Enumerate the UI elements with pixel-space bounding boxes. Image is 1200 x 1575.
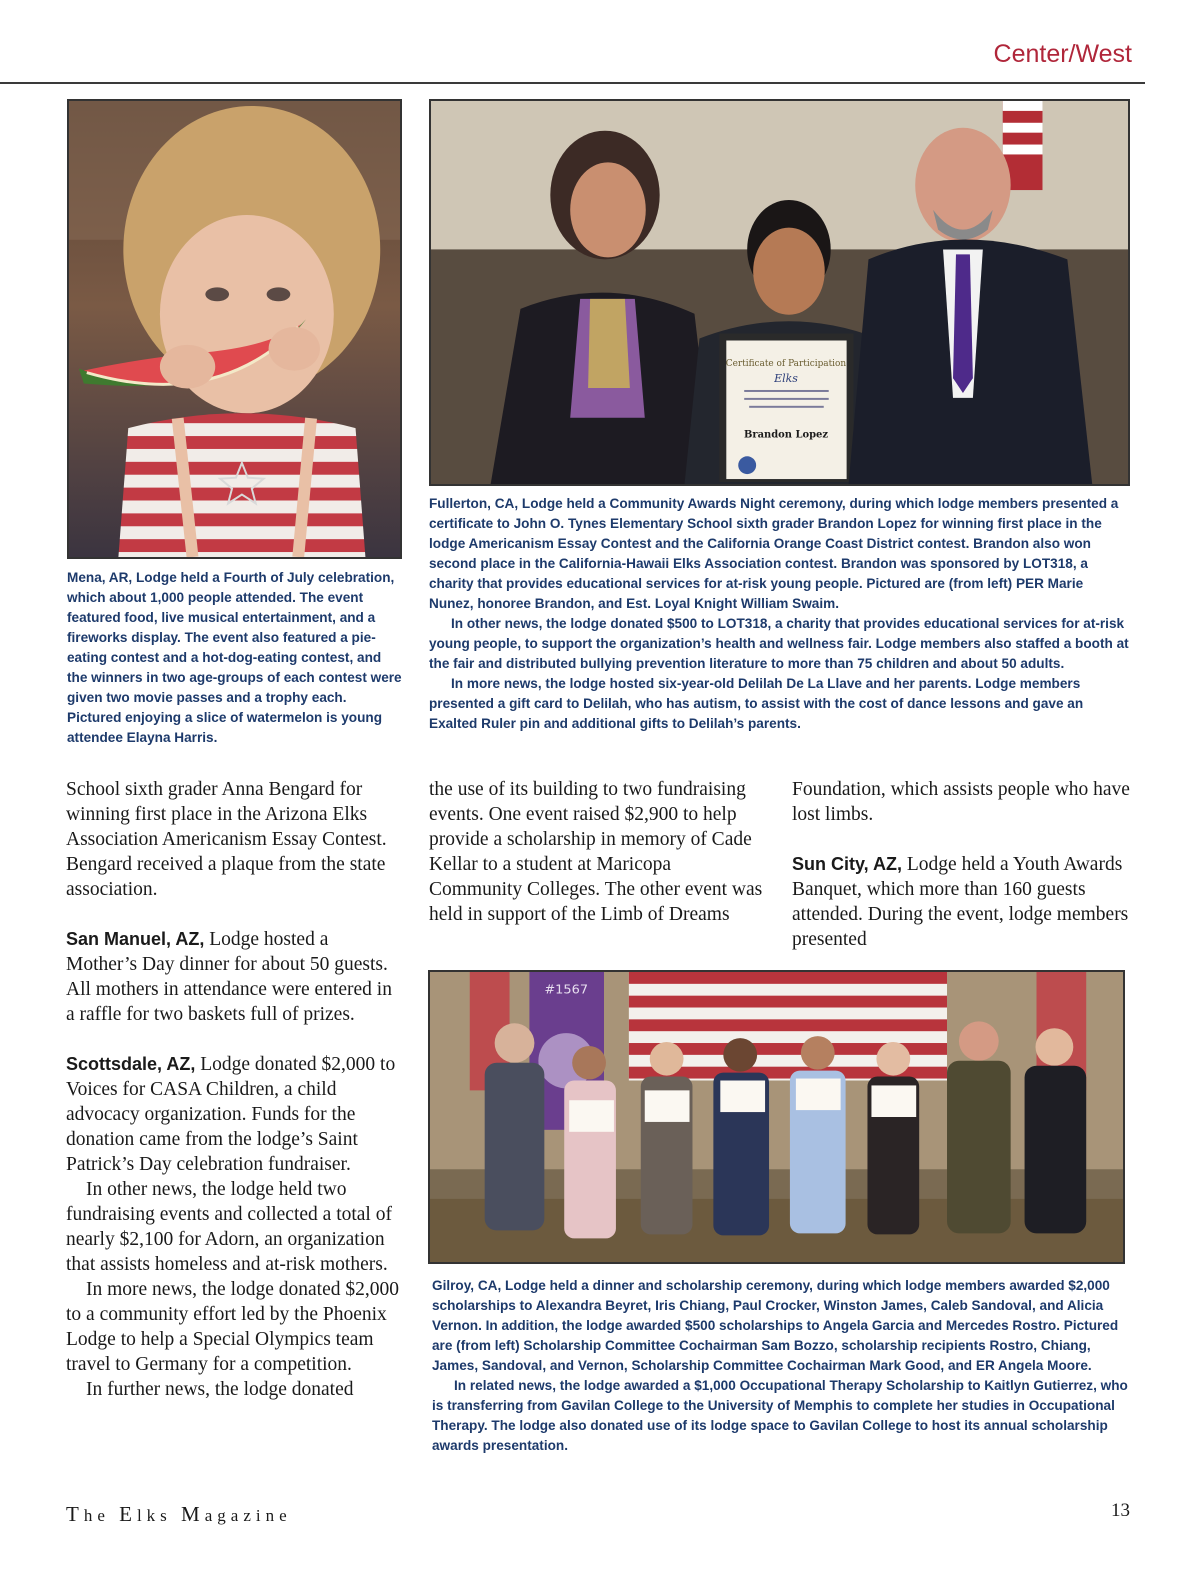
magazine-rest-2: lks [136,1506,182,1525]
magazine-title [66,1502,292,1527]
col1-intro: School sixth grader Anna Bengard for winning first place in the Arizona Elks Association Americanism Essay Contest. Bengard received a plaque from the state association. [66,779,387,900]
san-manuel-text: Lodge hosted a Mother’s Day dinner for about 50 guests. All mothers in attendance were entered in a raffle for two baskets full of prizes. [66,929,392,1025]
body-column-3 [792,777,1132,952]
certificate-name: Brandon Lopez [743,429,828,441]
certificate-title: Certificate of Participation [725,359,847,370]
gilroy-caption [432,1276,1129,1456]
magazine-initial-t: T [66,1502,84,1526]
magazine-initial-m: M [181,1502,205,1526]
body-column-2 [429,777,764,927]
fullerton-caption-lead: Fullerton, CA, [429,496,519,511]
mena-caption-text: Lodge held a Fourth of July celebration, which about 1,000 people attended. The event featured food, live musical entertainment, and a fireworks display. The event also featured a pie-eating contest and a hot-dog-eating contest, and the winners in two age-groups of each contest were given two movie passes and a trophy each. Pictured enjoying a slice of watermelon is young attendee Elayna Harris. [67,570,402,745]
fullerton-caption-p3: In more news, the lodge hosted six-year-old Delilah De La Llave and her parents. Lodge members presented a gift card to Delilah, who has autism, to assist with the cost of dance lessons and gave an Exalted Ruler pin and additional gifts to Delilah’s parents. [429,676,1084,731]
fullerton-caption-p2: In other news, the lodge donated $500 to LOT318, a charity that provides educational services for at-risk young people, to support the organization’s health and wellness fair. Lodge members also staffed a booth at the fair and distributed bullying prevention literature to more than 75 children and about 50 adults. [429,616,1129,671]
header-rule [0,82,1145,84]
certificate-org: Elks [774,372,798,386]
mena-photo [67,99,402,559]
gilroy-photo [428,970,1125,1264]
banner-text: #1567 [544,982,589,998]
col1-further-news: In further news, the lodge donated [86,1379,354,1400]
magazine-initial-e: E [119,1502,137,1526]
col2-text: the use of its building to two fundraising events. One event raised $2,900 to help provide a scholarship in memory of Cade Kellar to a student at Maricopa Community Colleges. The other event was held in support of the Limb of Dreams [429,779,763,925]
san-manuel-lead: San Manuel, AZ, [66,929,205,949]
mena-caption-lead: Mena, AR, [67,570,133,585]
col1-other-news: In other news, the lodge held two fundraising events and collected a total of nearly $2,100 for Adorn, an organization that assists homeless and at-risk mothers. [66,1179,392,1275]
magazine-rest-1: he [83,1506,120,1525]
fullerton-caption [429,494,1130,734]
gilroy-caption-p1: Lodge held a dinner and scholarship ceremony, during which lodge members awarded $2,000 scholarships to Alexandra Beyret, Iris Chiang, Paul Crocker, Winston James, Caleb Sandoval, and Alicia Vernon. In addition, the lodge awarded $500 scholarships to Angela Garcia and Mercedes Rostro. Pictured are (from left) Scholarship Committee Cochairman Sam Bozzo, scholarship recipients Rostro, Chiang, James, Sandoval, and Vernon, Scholarship Committee Cochairman Mark Good, and ER Angela Moore. [432,1278,1119,1373]
col3-intro: Foundation, which assists people who have lost limbs. [792,779,1130,825]
scottsdale-lead: Scottsdale, AZ, [66,1054,196,1074]
fullerton-caption-p1: Lodge held a Community Awards Night ceremony, during which lodge members presented a certificate to John O. Tynes Elementary School sixth grader Brandon Lopez for winning first place in the lodge Americanism Essay Contest and the California Orange Coast District contest. Brandon also won second place in the California-Hawaii Elks Association contest. Brandon was sponsored by LOT318, a charity that provides educational services for at-risk young people. Pictured are (from left) PER Marie Nunez, honoree Brandon, and Est. Loyal Knight William Swaim. [429,496,1119,611]
scottsdale-text: Lodge donated $2,000 to Voices for CASA Children, a child advocacy organization. Funds for the donation came from the lodge’s Saint Patrick’s Day celebration fundraiser. [66,1054,396,1175]
body-column-1 [66,777,404,1402]
magazine-rest-3: agazine [204,1506,292,1525]
fullerton-photo [429,99,1130,486]
page-number: 13 [1111,1500,1130,1521]
sun-city-text: Lodge held a Youth Awards Banquet, which more than 160 guests attended. During the event, lodge members presented [792,854,1129,950]
mena-caption [67,568,402,748]
gilroy-caption-lead: Gilroy, CA, [432,1278,502,1293]
gilroy-caption-p2: In related news, the lodge awarded a $1,000 Occupational Therapy Scholarship to Kaitlyn Gutierrez, who is transferring from Gavilan College to the University of Memphis to complete her studies in Occupational Therapy. The lodge also donated use of its lodge space to Gavilan College to host its annual scholarship awards presentation. [432,1378,1128,1453]
section-label: Center/West [993,40,1132,68]
sun-city-lead: Sun City, AZ, [792,854,902,874]
col1-more-news: In more news, the lodge donated $2,000 to a community effort led by the Phoenix Lodge to help a Special Olympics team travel to Germany for a competition. [66,1279,400,1375]
